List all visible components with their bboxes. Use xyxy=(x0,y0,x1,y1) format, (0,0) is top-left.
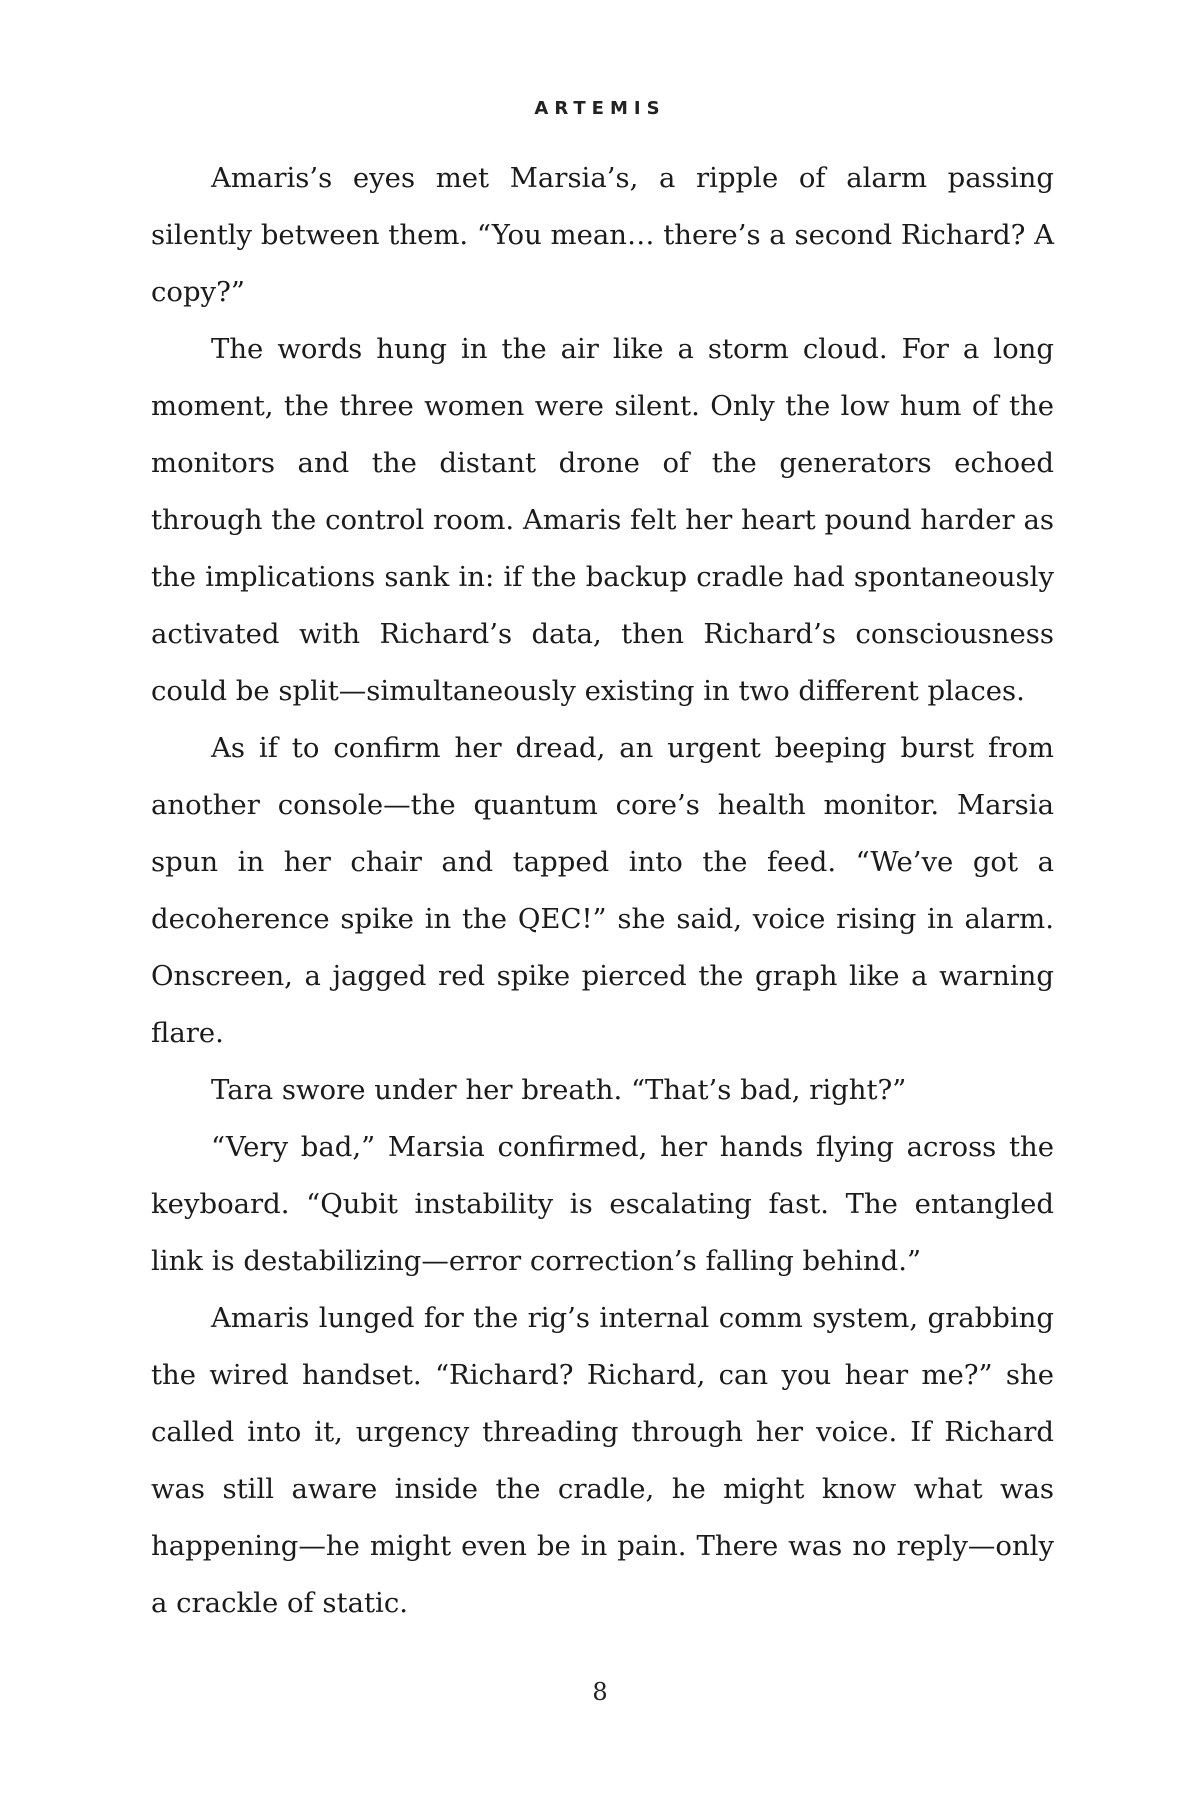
body-text xyxy=(151,150,1054,1632)
page-number: 8 xyxy=(592,1678,608,1706)
running-head-title: ARTEMIS xyxy=(534,98,666,119)
paragraph-5: “Very bad,” Marsia confirmed, her hands flying across the keyboard. “Qubit instability is escalating fast. The entangled link is destabilizing—error correction’s falling behind.” xyxy=(151,1131,1054,1277)
paragraph-3: As if to confirm her dread, an urgent beeping burst from another console—the quantum core’s health monitor. Marsia spun in her chair and tapped into the feed. “We’ve got a decoherence spike in the QEC!” she said, voice rising in alarm. Onscreen, a jagged red spike pierced the graph like a warning flare. xyxy=(151,732,1054,1049)
paragraph-6: Amaris lunged for the rig’s internal comm system, grabbing the wired handset. “Richard? Richard, can you hear me?” she called into it, urgency threading through her voice. If Richard was still aware inside the cradle, he might know what was happening—he might even be in pain. There was no reply—only a crackle of static. xyxy=(151,1302,1054,1619)
paragraph-1: Amaris’s eyes met Marsia’s, a ripple of alarm passing silently between them. “You mean… there’s a second Richard? A copy?” xyxy=(151,162,1054,308)
paragraph-4: Tara swore under her breath. “That’s bad, right?” xyxy=(211,1074,907,1106)
paragraph-2: The words hung in the air like a storm cloud. For a long moment, the three women were silent. Only the low hum of the monitors and the distant drone of the generators echoed through the control room. Amaris felt her heart pound harder as the implications sank in: if the backup cradle had spontaneously activated with Richard’s data, then Richard’s consciousness could be split—simultaneously existing in two different places. xyxy=(151,333,1054,707)
